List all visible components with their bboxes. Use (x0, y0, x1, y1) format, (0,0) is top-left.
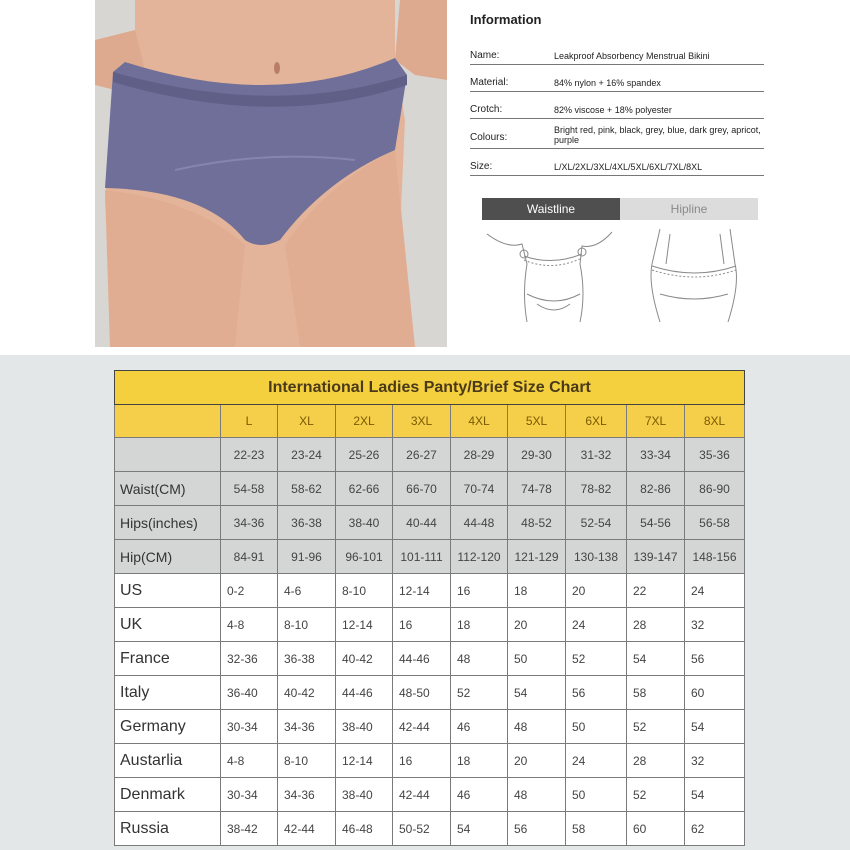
info-value: Leakproof Absorbency Menstrual Bikini (554, 51, 710, 61)
info-key: Material: (470, 77, 509, 88)
row-label: Denmark (115, 778, 221, 812)
info-row-name (470, 40, 764, 65)
row-label: France (115, 642, 221, 676)
table-cell: 24 (566, 608, 627, 642)
table-cell: 35-36 (685, 438, 745, 472)
table-cell: 24 (685, 574, 745, 608)
table-cell: 36-38 (278, 506, 336, 540)
table-cell: 22 (627, 574, 685, 608)
product-photo (95, 0, 447, 347)
info-row-size (470, 148, 764, 176)
table-cell: 34-36 (278, 778, 336, 812)
information-title: Information (470, 12, 542, 27)
table-cell: 56 (508, 812, 566, 846)
table-cell: 50 (566, 778, 627, 812)
table-cell: 20 (508, 744, 566, 778)
table-cell: 18 (451, 608, 508, 642)
product-photo-illustration (95, 0, 447, 347)
size-chart-table (114, 370, 745, 846)
table-cell: 26-27 (393, 438, 451, 472)
hipline-sketch (630, 224, 758, 324)
table-cell: 52 (627, 710, 685, 744)
table-cell: 28 (627, 608, 685, 642)
table-cell: 12-14 (336, 744, 393, 778)
table-cell: 42-44 (393, 710, 451, 744)
table-cell: 34-36 (221, 506, 278, 540)
table-cell: 22-23 (221, 438, 278, 472)
info-value: L/XL/2XL/3XL/4XL/5XL/6XL/7XL/8XL (554, 162, 703, 172)
waistline-tab: Waistline (482, 198, 620, 220)
table-cell: 91-96 (278, 540, 336, 574)
table-cell: 38-40 (336, 778, 393, 812)
table-cell: 50 (508, 642, 566, 676)
hipline-tab: Hipline (620, 198, 758, 220)
table-cell: 38-40 (336, 506, 393, 540)
table-cell: 46-48 (336, 812, 393, 846)
table-cell: 40-42 (336, 642, 393, 676)
table-cell: 16 (393, 608, 451, 642)
table-cell: 4-8 (221, 608, 278, 642)
table-cell: 24 (566, 744, 627, 778)
table-cell: 29-30 (508, 438, 566, 472)
table-row (115, 574, 745, 608)
table-cell: 8-10 (278, 744, 336, 778)
table-cell: 82-86 (627, 472, 685, 506)
info-key: Colours: (470, 132, 508, 143)
table-cell: 58 (566, 812, 627, 846)
size-header-row (115, 405, 745, 438)
table-row (115, 744, 745, 778)
size-chart-title: International Ladies Panty/Brief Size Chart (115, 371, 745, 405)
table-cell: 62 (685, 812, 745, 846)
table-row (115, 506, 745, 540)
size-header: 5XL (508, 405, 566, 438)
table-cell: 52 (451, 676, 508, 710)
info-value: Bright red, pink, black, grey, blue, dark grey, apricot, purple (554, 125, 761, 145)
table-cell: 44-48 (451, 506, 508, 540)
table-cell: 56-58 (685, 506, 745, 540)
table-cell: 60 (627, 812, 685, 846)
size-header: 4XL (451, 405, 508, 438)
info-key: Size: (470, 161, 493, 172)
table-cell: 60 (685, 676, 745, 710)
size-header: 8XL (685, 405, 745, 438)
header-corner (115, 405, 221, 438)
info-value: 82% viscose + 18% polyester (554, 105, 672, 115)
table-cell: 16 (451, 574, 508, 608)
table-cell: 16 (393, 744, 451, 778)
table-cell: 48 (508, 710, 566, 744)
table-cell: 48-50 (393, 676, 451, 710)
row-label: Germany (115, 710, 221, 744)
table-cell: 121-129 (508, 540, 566, 574)
table-cell: 36-38 (278, 642, 336, 676)
table-cell: 56 (566, 676, 627, 710)
table-row (115, 642, 745, 676)
table-cell: 50-52 (393, 812, 451, 846)
row-label (115, 438, 221, 472)
table-cell: 48-52 (508, 506, 566, 540)
table-cell: 52-54 (566, 506, 627, 540)
table-cell: 54 (627, 642, 685, 676)
table-cell: 25-26 (336, 438, 393, 472)
table-cell: 31-32 (566, 438, 627, 472)
row-label: UK (115, 608, 221, 642)
table-cell: 20 (508, 608, 566, 642)
table-cell: 46 (451, 710, 508, 744)
table-cell: 66-70 (393, 472, 451, 506)
info-key: Crotch: (470, 104, 503, 115)
table-cell: 148-156 (685, 540, 745, 574)
row-label: Waist(CM) (115, 472, 221, 506)
size-header: XL (278, 405, 336, 438)
table-cell: 54 (451, 812, 508, 846)
waistline-sketch (482, 224, 620, 324)
table-cell: 86-90 (685, 472, 745, 506)
table-cell: 38-42 (221, 812, 278, 846)
table-cell: 56 (685, 642, 745, 676)
table-cell: 50 (566, 710, 627, 744)
table-cell: 96-101 (336, 540, 393, 574)
table-cell: 48 (451, 642, 508, 676)
table-cell: 32-36 (221, 642, 278, 676)
table-cell: 58-62 (278, 472, 336, 506)
table-cell: 54-56 (627, 506, 685, 540)
table-cell: 8-10 (278, 608, 336, 642)
table-cell: 52 (627, 778, 685, 812)
info-value: 84% nylon + 16% spandex (554, 78, 661, 88)
table-cell: 36-40 (221, 676, 278, 710)
info-key: Name: (470, 50, 500, 61)
row-label: Austarlia (115, 744, 221, 778)
table-cell: 4-6 (278, 574, 336, 608)
table-cell: 52 (566, 642, 627, 676)
table-row (115, 608, 745, 642)
table-cell: 46 (451, 778, 508, 812)
table-row (115, 472, 745, 506)
table-cell: 12-14 (336, 608, 393, 642)
size-header: 3XL (393, 405, 451, 438)
table-row (115, 438, 745, 472)
table-cell: 18 (451, 744, 508, 778)
size-header: 7XL (627, 405, 685, 438)
table-cell: 101-111 (393, 540, 451, 574)
table-cell: 8-10 (336, 574, 393, 608)
table-cell: 54-58 (221, 472, 278, 506)
info-row-crotch (470, 91, 764, 119)
table-cell: 54 (685, 710, 745, 744)
table-cell: 40-42 (278, 676, 336, 710)
table-cell: 74-78 (508, 472, 566, 506)
product-info-section (0, 0, 850, 355)
info-row-material (470, 64, 764, 92)
table-row (115, 710, 745, 744)
table-row (115, 812, 745, 846)
size-header: 6XL (566, 405, 627, 438)
table-cell: 23-24 (278, 438, 336, 472)
size-header: L (221, 405, 278, 438)
table-cell: 62-66 (336, 472, 393, 506)
size-header: 2XL (336, 405, 393, 438)
table-cell: 78-82 (566, 472, 627, 506)
table-cell: 54 (685, 778, 745, 812)
row-label: Hips(inches) (115, 506, 221, 540)
table-cell: 30-34 (221, 710, 278, 744)
table-cell: 0-2 (221, 574, 278, 608)
table-row (115, 778, 745, 812)
table-cell: 30-34 (221, 778, 278, 812)
table-cell: 18 (508, 574, 566, 608)
table-cell: 28 (627, 744, 685, 778)
table-cell: 12-14 (393, 574, 451, 608)
row-label: US (115, 574, 221, 608)
table-cell: 42-44 (393, 778, 451, 812)
table-cell: 32 (685, 744, 745, 778)
table-cell: 58 (627, 676, 685, 710)
table-cell: 4-8 (221, 744, 278, 778)
row-label: Italy (115, 676, 221, 710)
table-cell: 20 (566, 574, 627, 608)
table-cell: 34-36 (278, 710, 336, 744)
table-cell: 48 (508, 778, 566, 812)
table-cell: 40-44 (393, 506, 451, 540)
row-label: Hip(CM) (115, 540, 221, 574)
table-cell: 130-138 (566, 540, 627, 574)
table-cell: 44-46 (393, 642, 451, 676)
table-cell: 38-40 (336, 710, 393, 744)
table-cell: 32 (685, 608, 745, 642)
row-label: Russia (115, 812, 221, 846)
table-cell: 42-44 (278, 812, 336, 846)
table-cell: 28-29 (451, 438, 508, 472)
table-cell: 139-147 (627, 540, 685, 574)
table-row (115, 676, 745, 710)
table-cell: 112-120 (451, 540, 508, 574)
info-row-colours (470, 118, 764, 149)
table-cell: 84-91 (221, 540, 278, 574)
table-cell: 54 (508, 676, 566, 710)
table-cell: 33-34 (627, 438, 685, 472)
table-row (115, 540, 745, 574)
table-cell: 44-46 (336, 676, 393, 710)
table-cell: 70-74 (451, 472, 508, 506)
